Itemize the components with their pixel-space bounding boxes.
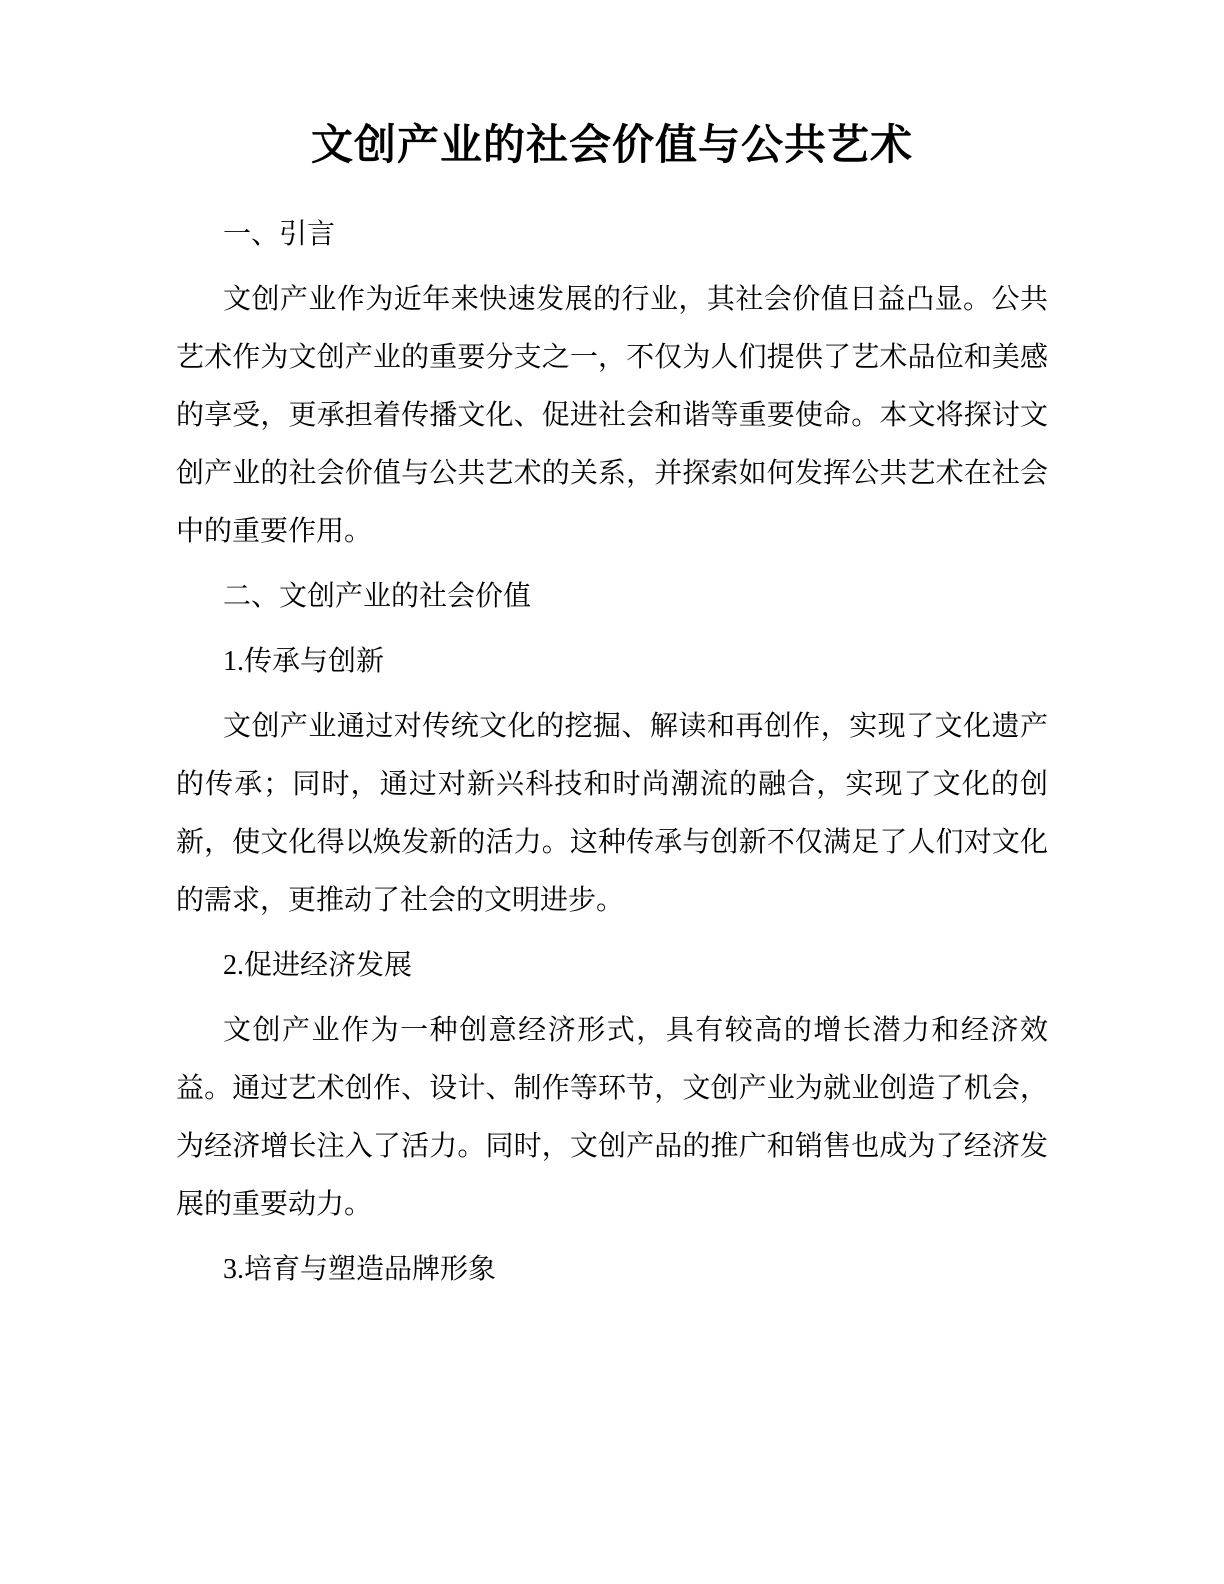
section-heading-social-value: 二、文创产业的社会价值 — [223, 581, 532, 612]
subheading-inheritance-innovation: 1.传承与创新 — [223, 646, 385, 677]
paragraph-inheritance-innovation: 文创产业通过对传统文化的挖掘、解读和再创作，实现了文化遗产的传承；同时，通过对新兴科技和时尚潮流的融合，实现了文化的创新，使文化得以焕发新的活力。这种传承与创新不仅满足了人们对文化的需求，更推动了社会的文明进步。 — [176, 711, 1048, 916]
document-title: 文创产业的社会价值与公共艺术 — [310, 123, 913, 169]
subheading-brand-image: 3.培育与塑造品牌形象 — [223, 1254, 497, 1285]
subheading-economic-development: 2.促进经济发展 — [223, 950, 413, 981]
section-heading-introduction: 一、引言 — [223, 219, 336, 250]
paragraph-introduction: 文创产业作为近年来快速发展的行业，其社会价值日益凸显。公共艺术作为文创产业的重要分支之一，不仅为人们提供了艺术品位和美感的享受，更承担着传播文化、促进社会和谐等重要使命。本文将探讨文创产业的社会价值与公共艺术的关系，并探索如何发挥公共艺术在社会中的重要作用。 — [176, 284, 1048, 547]
paragraph-economic-development: 文创产业作为一种创意经济形式，具有较高的增长潜力和经济效益。通过艺术创作、设计、制作等环节，文创产业为就业创造了机会，为经济增长注入了活力。同时，文创产品的推广和销售也成为了经济发展的重要动力。 — [176, 1015, 1048, 1220]
